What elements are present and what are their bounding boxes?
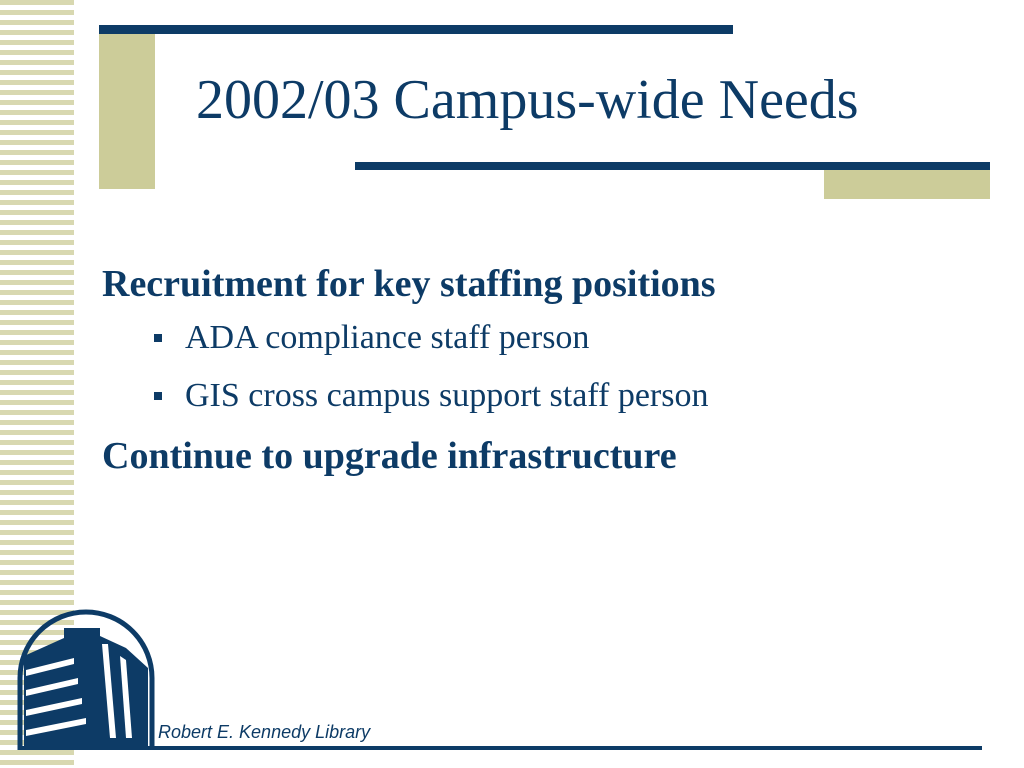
list-item [102,318,982,358]
title-bottom-bar [355,162,990,170]
title-top-bar [99,25,733,34]
slide-content [102,262,982,490]
footer-line [20,746,982,750]
list-item [102,376,982,416]
title-accent-block-left [99,34,155,189]
recruitment-list [102,318,982,416]
title-accent-block-right [824,170,990,199]
square-bullet-icon [154,334,162,342]
section-heading-recruitment: Recruitment for key staffing positions [102,263,716,305]
list-item-label: GIS cross campus support staff person [185,377,709,414]
library-building-logo-icon [16,608,156,750]
slide-title: 2002/03 Campus-wide Needs [196,69,859,131]
square-bullet-icon [154,392,162,400]
list-item-label: ADA compliance staff person [185,319,590,356]
section-heading-infrastructure: Continue to upgrade infrastructure [102,435,677,477]
footer-library-name: Robert E. Kennedy Library [158,722,371,742]
